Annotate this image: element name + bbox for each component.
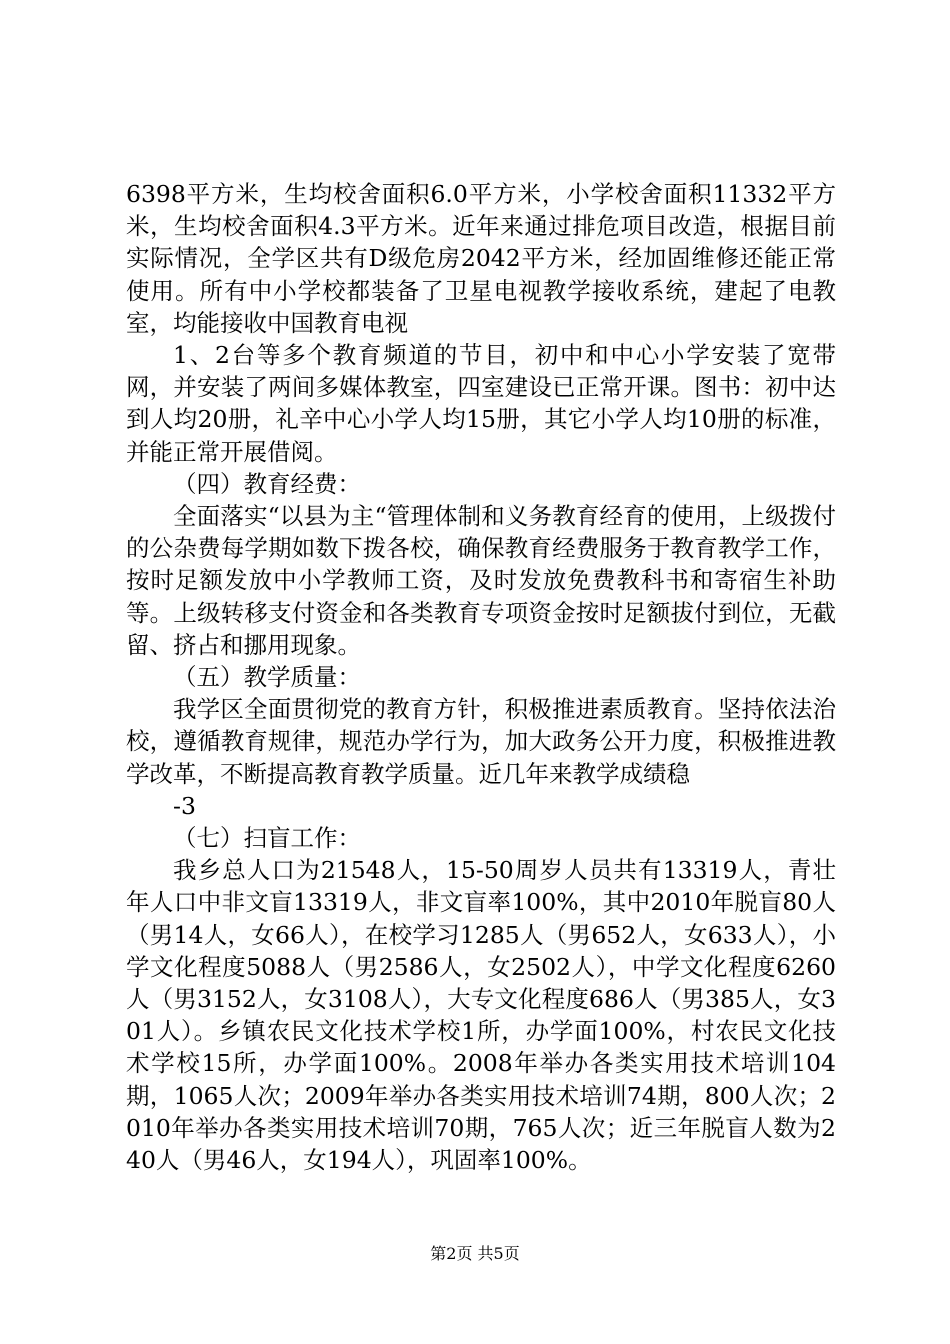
- paragraph-literacy: 我乡总人口为21548人，15-50周岁人员共有13319人，青壮年人口中非文盲13319人，非文盲率100%，其中2010年脱盲80人（男14人，女66人），在校学习1285人（男652人，女633人），小学文化程度5088人（男2586人，女2502人），中学文化程度6260人（男3152人，女3108人），大专文化程度686人（男385人，女301人）。乡镇农民文化技术学校1所，办学面100%，村农民文化技术学校15所，办学面100%。2008年举办各类实用技术培训104期，1065人次；2009年举办各类实用技术培训74期，800人次；2010年举办各类实用技术培训70期，765人次；近三年脱盲人数为240人（男46人，女194人），巩固率100%。: [126, 856, 836, 1175]
- page-marker: -3: [173, 791, 196, 820]
- page-footer: 第2页 共5页: [430, 1244, 520, 1263]
- section-heading-literacy: （七）扫盲工作：: [173, 824, 361, 853]
- section-heading-funding: （四）教育经费：: [173, 469, 361, 498]
- paragraph-2: 1、2台等多个教育频道的节目，初中和中心小学安装了宽带网，并安装了两间多媒体教室，四室建设已正常开课。图书：初中达到人均20册，礼辛中心小学人均15册，其它小学人均10册的标准，并能正常开展借阅。: [126, 341, 836, 466]
- paragraph-1: 6398平方米，生均校舍面积6.0平方米，小学校舍面积11332平方米，生均校舍面积4.3平方米。近年来通过排危项目改造，根据目前实际情况，全学区共有D级危房2042平方米，经加固维修还能正常使用。所有中小学校都装备了卫星电视教学接收系统，建起了电教室，均能接收中国教育电视: [126, 180, 836, 337]
- paragraph-quality: 我学区全面贯彻党的教育方针，积极推进素质教育。坚持依法治校，遵循教育规律，规范办学行为，加大政务公开力度，积极推进教学改革，不断提高教育教学质量。近几年来教学成绩稳: [126, 695, 836, 788]
- paragraph-funding: 全面落实“以县为主“管理体制和义务教育经育的使用，上级拨付的公杂费每学期如数下拨各校，确保教育经费服务于教育教学工作，按时足额发放中小学教师工资，及时发放免费教科书和寄宿生补助等。上级转移支付资金和各类教育专项资金按时足额拔付到位，无截留、挤占和挪用现象。: [126, 502, 836, 659]
- section-heading-quality: （五）教学质量：: [173, 663, 361, 692]
- document-body: [126, 178, 836, 1176]
